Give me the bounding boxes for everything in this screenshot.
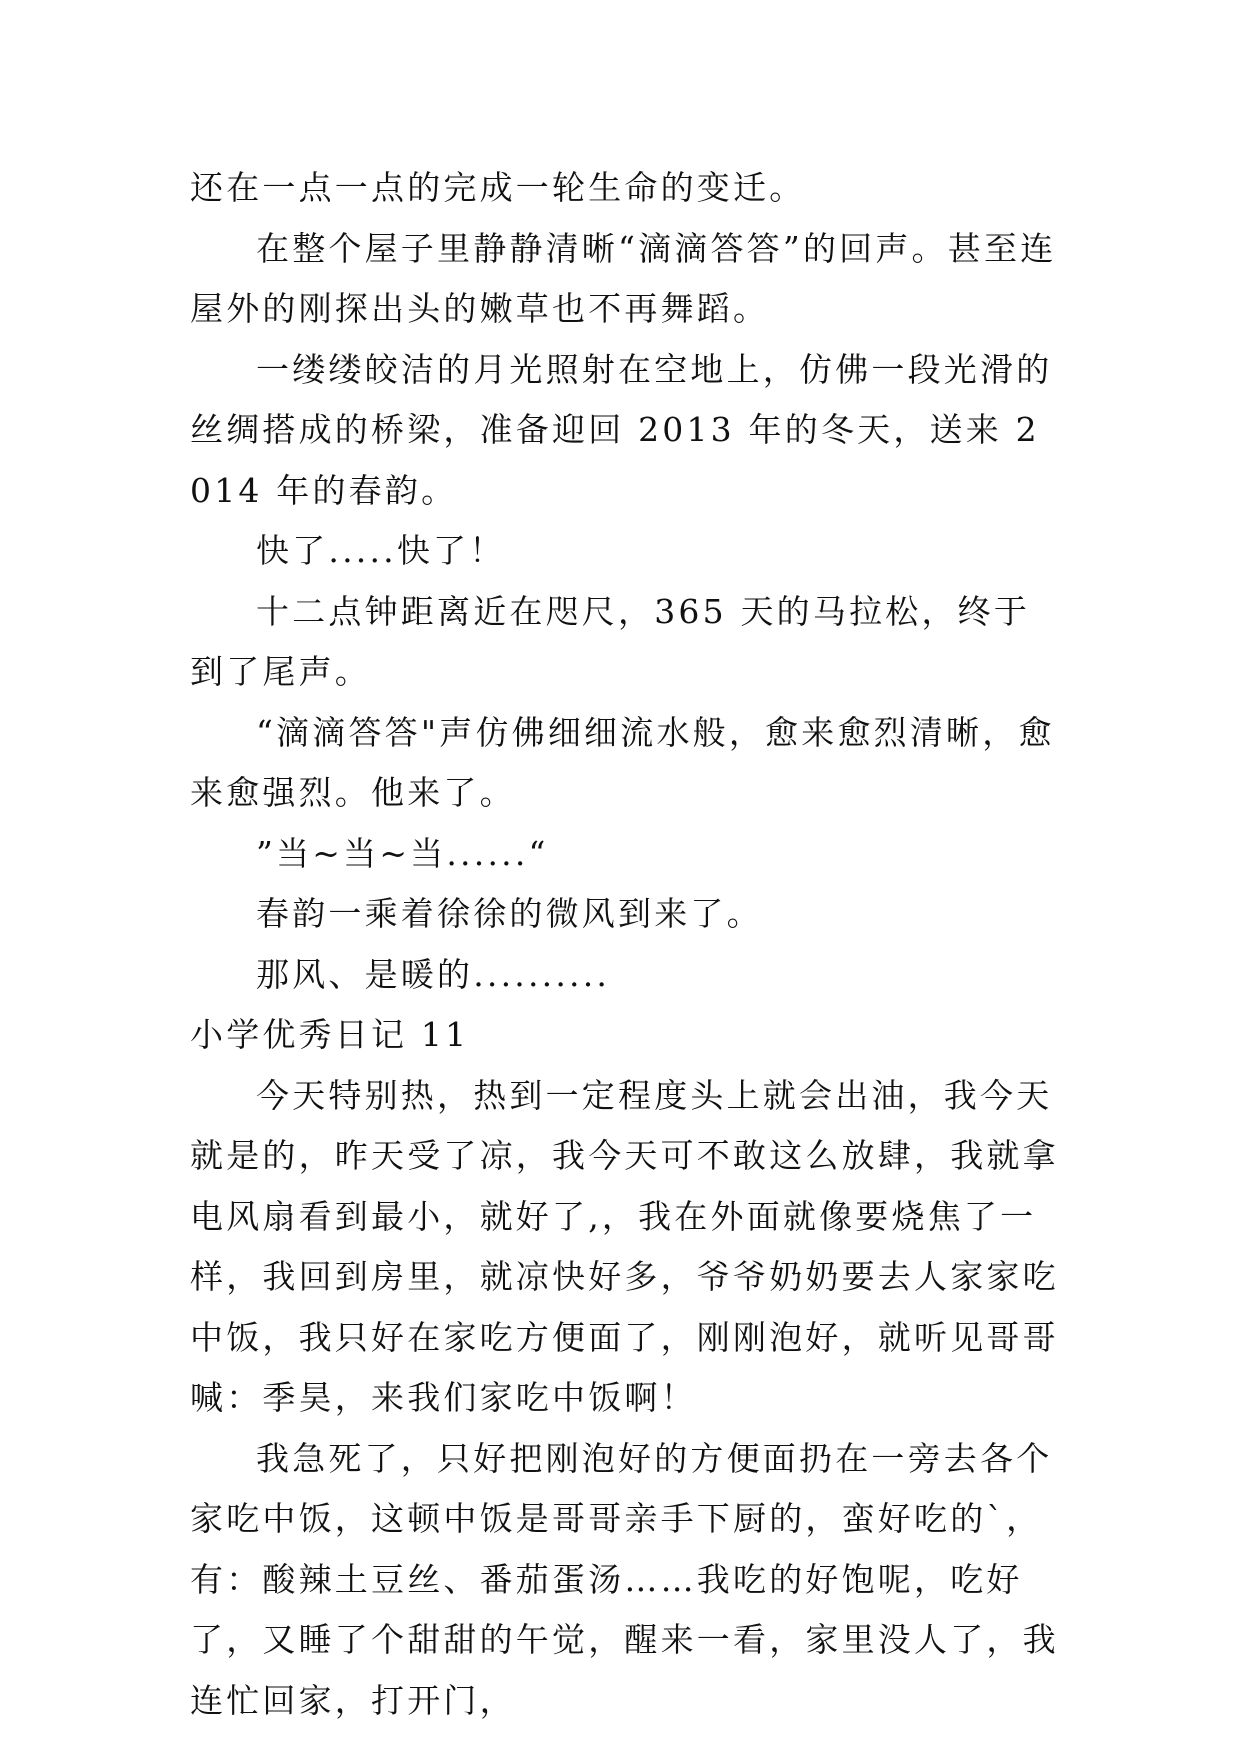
paragraph: 在整个屋子里静静清晰“滴滴答答”的回声。甚至连屋外的刚探出头的嫩草也不再舞蹈。 xyxy=(190,228,1057,328)
paragraph: ”当~当~当......“ xyxy=(256,833,549,873)
paragraph: “滴滴答答"声仿佛细细流水般，愈来愈烈清晰，愈来愈强烈。他来了。 xyxy=(190,712,1055,812)
paragraph: 今天特别热，热到一定程度头上就会出油，我今天就是的，昨天受了凉，我今天可不敢这么放肆，我就拿电风扇看到最小，就好了,，我在外面就像要烧焦了一样，我回到房里，就凉快好多，爷爷奶奶要去人家家吃中饭，我只好在家吃方便面了，刚刚泡好，就听见哥哥喊：季昊，来我们家吃中饭啊！ xyxy=(190,1075,1059,1417)
paragraph: 一缕缕皎洁的月光照射在空地上，仿佛一段光滑的丝绸搭成的桥梁，准备迎回 2013 年的冬天，送来 2014 年的春韵。 xyxy=(190,349,1053,510)
paragraph: 我急死了，只好把刚泡好的方便面扔在一旁去各个家吃中饭，这顿中饭是哥哥亲手下厨的，蛮好吃的`，有：酸辣土豆丝、番茄蛋汤……我吃的好饱呢，吃好了，又睡了个甜甜的午觉，醒来一看，家里没人了，我连忙回家，打开门， xyxy=(190,1438,1059,1720)
section-heading: 小学优秀日记 11 xyxy=(190,1015,470,1054)
paragraph: 春韵一乘着徐徐的微风到来了。 xyxy=(256,894,763,933)
body-text xyxy=(190,158,1060,1731)
paragraph: 快了.....快了！ xyxy=(256,531,506,570)
paragraph: 那风、是暖的.......... xyxy=(256,954,611,994)
paragraph-continuation: 还在一点一点的完成一轮生命的变迁。 xyxy=(190,168,806,207)
paragraph: 十二点钟距离近在咫尺，365 天的马拉松，终于到了尾声。 xyxy=(190,591,1031,691)
